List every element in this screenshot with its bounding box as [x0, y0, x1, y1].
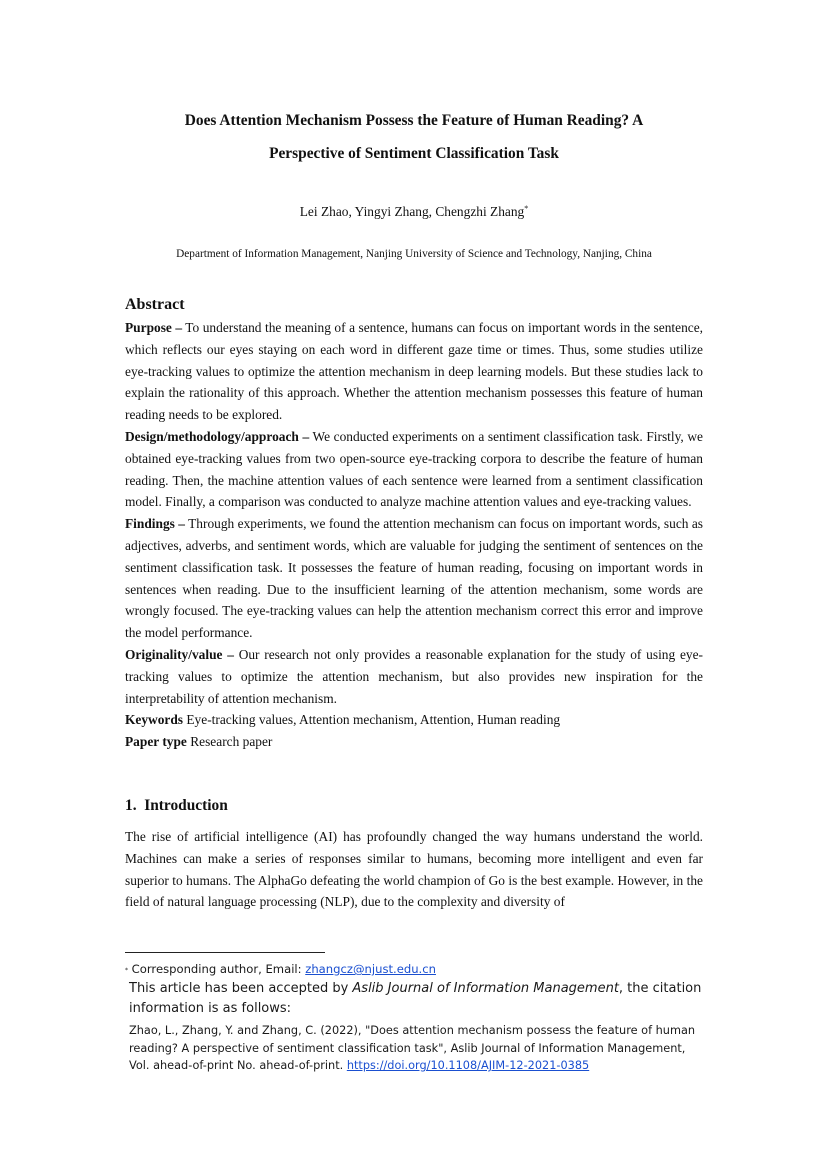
corresponding-email-link[interactable]: zhangcz@njust.edu.cn	[305, 962, 436, 976]
abstract-paper-type	[125, 731, 703, 753]
acceptance-note	[125, 979, 705, 1019]
abstract-purpose	[125, 317, 703, 426]
originality-text: Our research not only provides a reasonable explanation for the study of using eye-tracking values to optimize the attention mechanism, but also provides new inspiration for the interpretability of attention mechanism.	[125, 646, 703, 706]
journal-name: Aslib Journal of Information Management	[352, 981, 619, 996]
originality-label: Originality/value –	[125, 646, 234, 662]
keywords-text: Eye-tracking values, Attention mechanism, Attention, Human reading	[183, 712, 561, 728]
corresponding-author-footnote	[125, 960, 705, 979]
introduction-body	[125, 826, 703, 913]
corresponding-author-label: Corresponding author, Email:	[128, 962, 306, 976]
paper-type-text: Research paper	[186, 734, 273, 750]
paper-title-line-2: Perspective of Sentiment Classification Task	[269, 145, 559, 162]
citation-text: Zhao, L., Zhang, Y. and Zhang, C. (2022), "Does attention mechanism possess the feature of human reading? A perspective of sentiment classification task", Aslib Journal of Information Management, Vol. ahead-of-print No. ahead-of-print.	[129, 1024, 696, 1072]
abstract-keywords	[125, 709, 703, 731]
abstract-findings	[125, 513, 703, 644]
footnote-divider	[125, 952, 325, 953]
author-names: Lei Zhao, Yingyi Zhang, Chengzhi Zhang	[299, 204, 525, 219]
abstract-originality	[125, 644, 703, 709]
abstract-body	[125, 317, 703, 753]
corresponding-author-mark: *	[524, 204, 529, 213]
purpose-label: Purpose –	[125, 320, 183, 335]
design-label: Design/methodology/approach –	[125, 428, 310, 444]
author-list	[100, 203, 728, 221]
paper-type-label: Paper type	[125, 734, 187, 750]
purpose-text: To understand the meaning of a sentence, humans can focus on important words in the sentence, which reflects our eyes staying on each word in different gaze time or times. Thus, some studies utilize eye-tracking values to optimize the attention mechanism in deep learning models. But these studies lack to explain the rationality of this approach. Whether the attention mechanism possesses this feature of human reading needs to be explored.	[125, 320, 703, 423]
design-text: We conducted experiments on a sentiment classification task. Firstly, we obtained eye-tracking values from two open-source eye-tracking corpora to describe the feature of human reading. Then, the machine attention values of each sentence were learned from a sentiment classification model. Finally, a comparison was conducted to analyze machine attention values and eye-tracking values.	[125, 428, 703, 510]
paper-title	[100, 104, 728, 170]
abstract-design	[125, 426, 703, 513]
keywords-label: Keywords	[125, 712, 184, 728]
citation-note	[125, 1022, 705, 1075]
introduction-paragraph: The rise of artificial intelligence (AI) has profoundly changed the way humans understand the world. Machines can make a series of responses similar to humans, becoming more intelligent and even far superior to humans. The AlphaGo defeating the world champion of Go is the best example. However, in the field of natural language processing (NLP), due to the complexity and diversity of	[125, 829, 703, 910]
introduction-heading: 1. Introduction	[125, 797, 228, 814]
acceptance-note-post: , the citation information is as follows:	[129, 981, 702, 1016]
paper-title-line-1: Does Attention Mechanism Possess the Feature of Human Reading? A	[184, 112, 644, 129]
findings-label: Findings –	[125, 516, 185, 532]
author-affiliation: Department of Information Management, Nanjing University of Science and Technology, Nanjing, China	[176, 248, 652, 260]
findings-text: Through experiments, we found the attention mechanism can focus on important words, such as adjectives, adverbs, and sentiment words, which are valuable for judging the sentiment of sentences on the sentiment classification task. It possesses the feature of human reading, focusing on important words in sentences when reading. Due to the insufficient learning of the attention mechanism, some words are wrongly focused. The eye-tracking values can help the attention mechanism correct this error and improve the model performance.	[125, 516, 703, 641]
abstract-heading: Abstract	[125, 296, 185, 313]
acceptance-note-pre: This article has been accepted by	[129, 981, 353, 996]
footnotes	[125, 960, 705, 1075]
doi-link[interactable]: https://doi.org/10.1108/AJIM-12-2021-0385	[346, 1059, 590, 1072]
footnote-mark: *	[125, 967, 128, 974]
